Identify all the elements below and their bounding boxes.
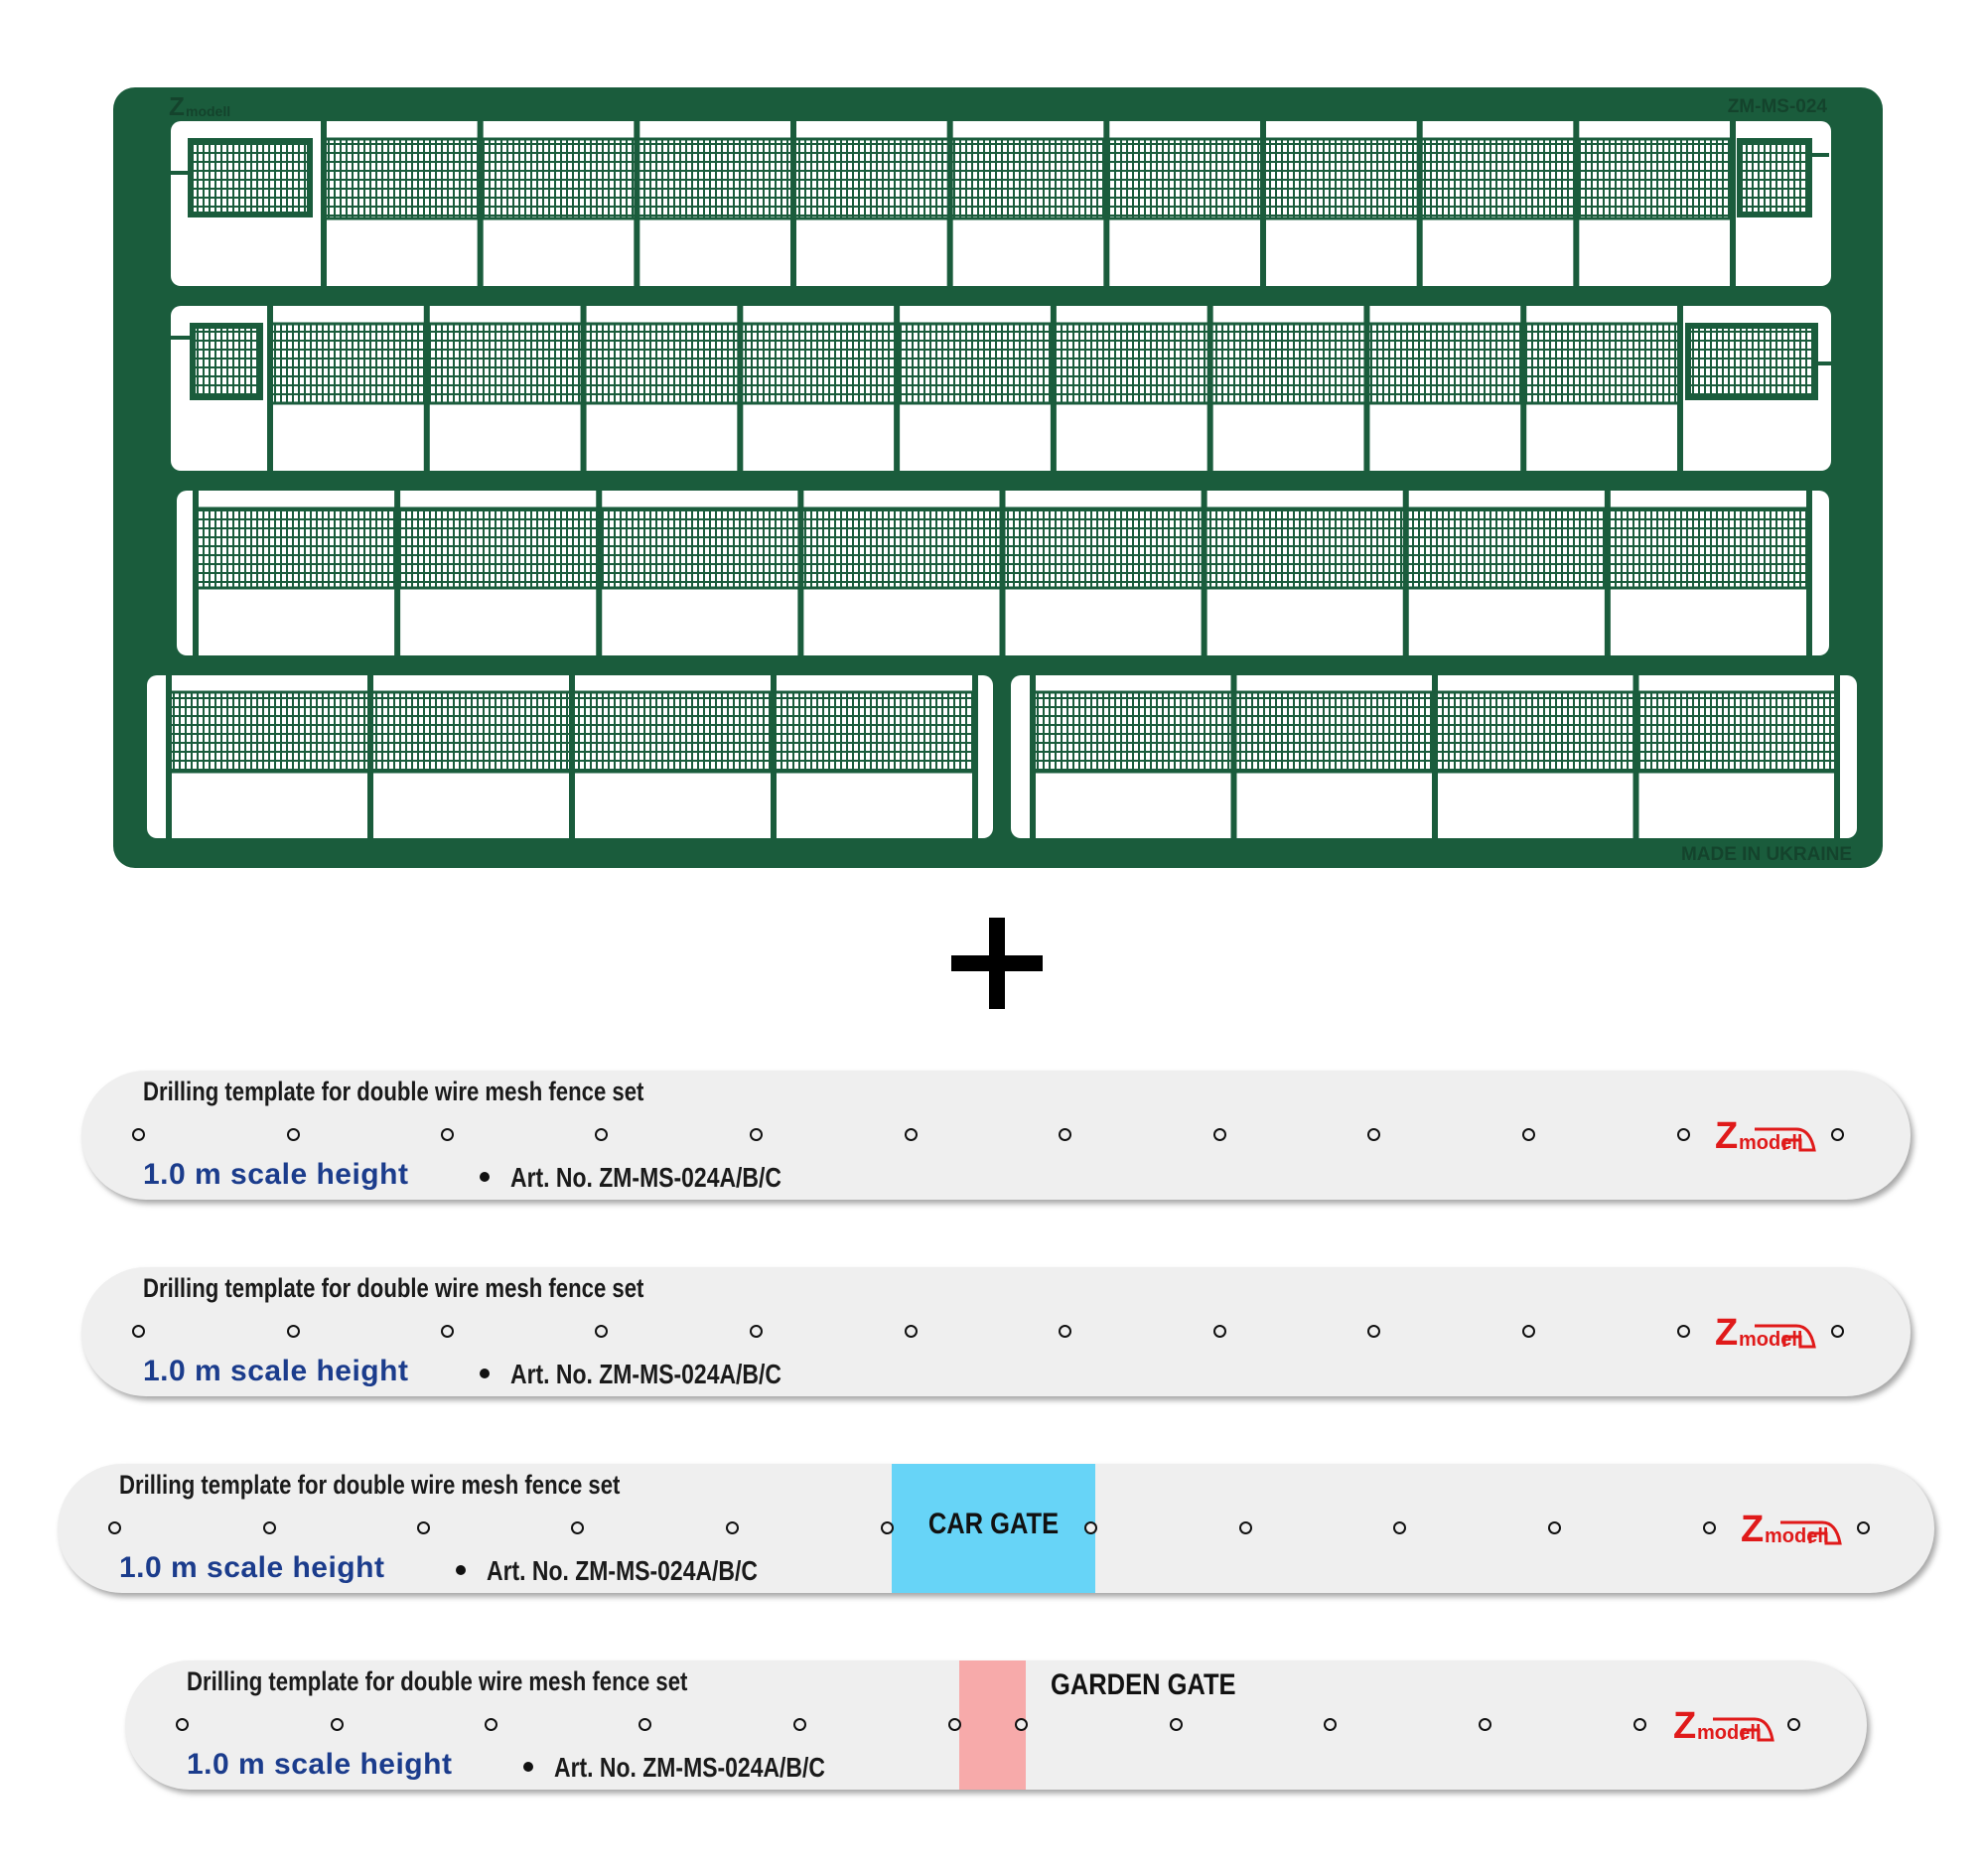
sprue	[1809, 153, 1829, 157]
drill-hole	[441, 1128, 454, 1141]
fence-post	[1605, 491, 1611, 655]
drill-hole	[1059, 1325, 1071, 1338]
fence-mesh-panel	[324, 139, 1733, 218]
drill-hole	[638, 1718, 651, 1731]
fence-post	[947, 121, 953, 286]
drill-hole	[287, 1325, 300, 1338]
drill-hole	[1015, 1718, 1028, 1731]
drill-hole	[1479, 1718, 1491, 1731]
sprue	[171, 171, 191, 175]
fence-post	[1260, 121, 1266, 286]
fence-post	[569, 675, 575, 840]
logo-modell: modell	[1697, 1722, 1762, 1744]
drill-hole	[1633, 1718, 1646, 1731]
scale-height-label: 1.0 m scale height	[119, 1551, 385, 1584]
drill-hole	[1548, 1521, 1561, 1534]
drill-hole	[132, 1325, 145, 1338]
fence-post	[267, 306, 273, 471]
drill-hole	[1831, 1325, 1844, 1338]
drill-hole	[793, 1718, 806, 1731]
fence-post	[367, 675, 373, 840]
drill-hole	[571, 1521, 584, 1534]
gate-panel	[191, 141, 310, 215]
drill-hole	[287, 1128, 300, 1141]
drill-hole	[595, 1128, 608, 1141]
bullet-dot	[480, 1369, 490, 1378]
fence-post	[1417, 121, 1423, 286]
fence-post	[424, 306, 430, 471]
logo-modell: modell	[1739, 1329, 1803, 1351]
fence-post	[790, 121, 796, 286]
drill-hole	[1059, 1128, 1071, 1141]
fence-post	[1363, 306, 1369, 471]
fence-post	[394, 491, 400, 655]
scale-height-label: 1.0 m scale height	[143, 1158, 409, 1191]
fence-post	[1103, 121, 1109, 286]
fence-post	[1520, 306, 1526, 471]
drill-hole	[881, 1521, 894, 1534]
drill-hole	[331, 1718, 344, 1731]
drilling-template-1	[81, 1071, 1911, 1200]
fret-logo-z: Z	[169, 91, 185, 121]
drill-hole	[905, 1325, 918, 1338]
fence-post	[1202, 491, 1207, 655]
fence-post	[193, 491, 199, 655]
fence-post	[1730, 121, 1736, 286]
logo-modell: modell	[1739, 1132, 1803, 1154]
article-number: Art. No. ZM-MS-024A/B/C	[487, 1555, 758, 1586]
fence-post	[634, 121, 639, 286]
drill-hole	[1213, 1325, 1226, 1338]
fence-post	[166, 675, 172, 840]
sprue	[171, 336, 193, 340]
garden-gate-label: GARDEN GATE	[1051, 1668, 1236, 1701]
fence-post	[737, 306, 743, 471]
fence-mesh-panel	[270, 324, 1680, 403]
zmodell-logo	[1741, 1508, 1844, 1547]
fence-post	[1051, 306, 1057, 471]
article-number: Art. No. ZM-MS-024A/B/C	[510, 1162, 781, 1193]
fret-logo-modell: modell	[186, 103, 231, 119]
fence-post	[1633, 675, 1639, 840]
drill-hole	[1857, 1521, 1870, 1534]
drill-hole	[1831, 1128, 1844, 1141]
fence-post	[1000, 491, 1006, 655]
fence-post	[1677, 306, 1683, 471]
fence-post	[1432, 675, 1438, 840]
drill-hole	[750, 1128, 763, 1141]
fence-post	[581, 306, 587, 471]
drill-hole	[948, 1718, 961, 1731]
drill-hole	[263, 1521, 276, 1534]
plus-vertical-bar	[989, 918, 1005, 1009]
template-title: Drilling template for double wire mesh fence set	[187, 1666, 688, 1696]
drill-hole	[595, 1325, 608, 1338]
drill-hole	[750, 1325, 763, 1338]
drill-hole	[108, 1521, 121, 1534]
zmodell-logo	[1673, 1704, 1776, 1744]
drill-hole	[1787, 1718, 1800, 1731]
drilling-template-2	[81, 1267, 1911, 1396]
drill-hole	[1367, 1325, 1380, 1338]
fence-post	[1834, 675, 1840, 840]
car-gate-zone	[892, 1464, 1095, 1593]
drill-hole	[1084, 1521, 1097, 1534]
bullet-dot	[480, 1172, 490, 1182]
fence-post	[321, 121, 327, 286]
fret-code-text: ZM-MS-024	[1727, 96, 1827, 117]
drill-hole	[485, 1718, 497, 1731]
drill-hole	[1324, 1718, 1337, 1731]
zmodell-logo	[1715, 1311, 1818, 1351]
gate-panel	[1688, 326, 1815, 397]
fence-post	[596, 491, 602, 655]
drill-hole	[1213, 1128, 1226, 1141]
gate-panel	[1740, 141, 1809, 215]
scale-height-label: 1.0 m scale height	[187, 1748, 453, 1781]
drill-hole	[1677, 1325, 1690, 1338]
fence-post	[771, 675, 777, 840]
drill-hole	[176, 1718, 189, 1731]
car-gate-label: CAR GATE	[927, 1508, 1060, 1540]
logo-modell: modell	[1765, 1525, 1829, 1547]
drill-hole	[905, 1128, 918, 1141]
logo-z: Z	[1715, 1115, 1739, 1154]
fence-post	[1573, 121, 1579, 286]
article-number: Art. No. ZM-MS-024A/B/C	[554, 1752, 825, 1783]
logo-z: Z	[1741, 1509, 1765, 1547]
zmodell-logo	[1715, 1114, 1818, 1154]
template-title: Drilling template for double wire mesh fence set	[119, 1470, 621, 1500]
fence-post	[1207, 306, 1213, 471]
fence-post	[797, 491, 803, 655]
template-title: Drilling template for double wire mesh fence set	[143, 1077, 644, 1106]
fence-post	[1231, 675, 1237, 840]
drill-hole	[726, 1521, 739, 1534]
photo-etched-fret	[0, 0, 1986, 894]
drill-hole	[1367, 1128, 1380, 1141]
bullet-dot	[523, 1762, 533, 1772]
sprue	[1815, 361, 1831, 365]
drilling-template-garden-gate	[125, 1660, 1867, 1790]
scale-height-label: 1.0 m scale height	[143, 1355, 409, 1387]
drill-hole	[132, 1128, 145, 1141]
drilling-template-car-gate	[58, 1464, 1934, 1593]
bullet-dot	[456, 1565, 466, 1575]
template-title: Drilling template for double wire mesh fence set	[143, 1273, 644, 1303]
drill-hole	[1677, 1128, 1690, 1141]
drill-hole	[441, 1325, 454, 1338]
fence-post	[972, 675, 978, 840]
logo-z: Z	[1715, 1312, 1739, 1351]
drill-hole	[1703, 1521, 1716, 1534]
fence-post	[894, 306, 900, 471]
fence-post	[1403, 491, 1409, 655]
drill-hole	[1239, 1521, 1252, 1534]
drill-hole	[417, 1521, 430, 1534]
article-number: Art. No. ZM-MS-024A/B/C	[510, 1359, 781, 1389]
fence-post	[478, 121, 484, 286]
fence-post	[1806, 491, 1812, 655]
drill-hole	[1170, 1718, 1183, 1731]
drill-hole	[1522, 1128, 1535, 1141]
fret-origin-text: MADE IN UKRAINE	[1680, 844, 1852, 865]
logo-z: Z	[1673, 1705, 1697, 1744]
plus-sign	[951, 918, 1043, 1009]
gate-panel	[193, 326, 260, 397]
drill-hole	[1393, 1521, 1406, 1534]
fence-post	[1030, 675, 1036, 840]
drill-hole	[1522, 1325, 1535, 1338]
